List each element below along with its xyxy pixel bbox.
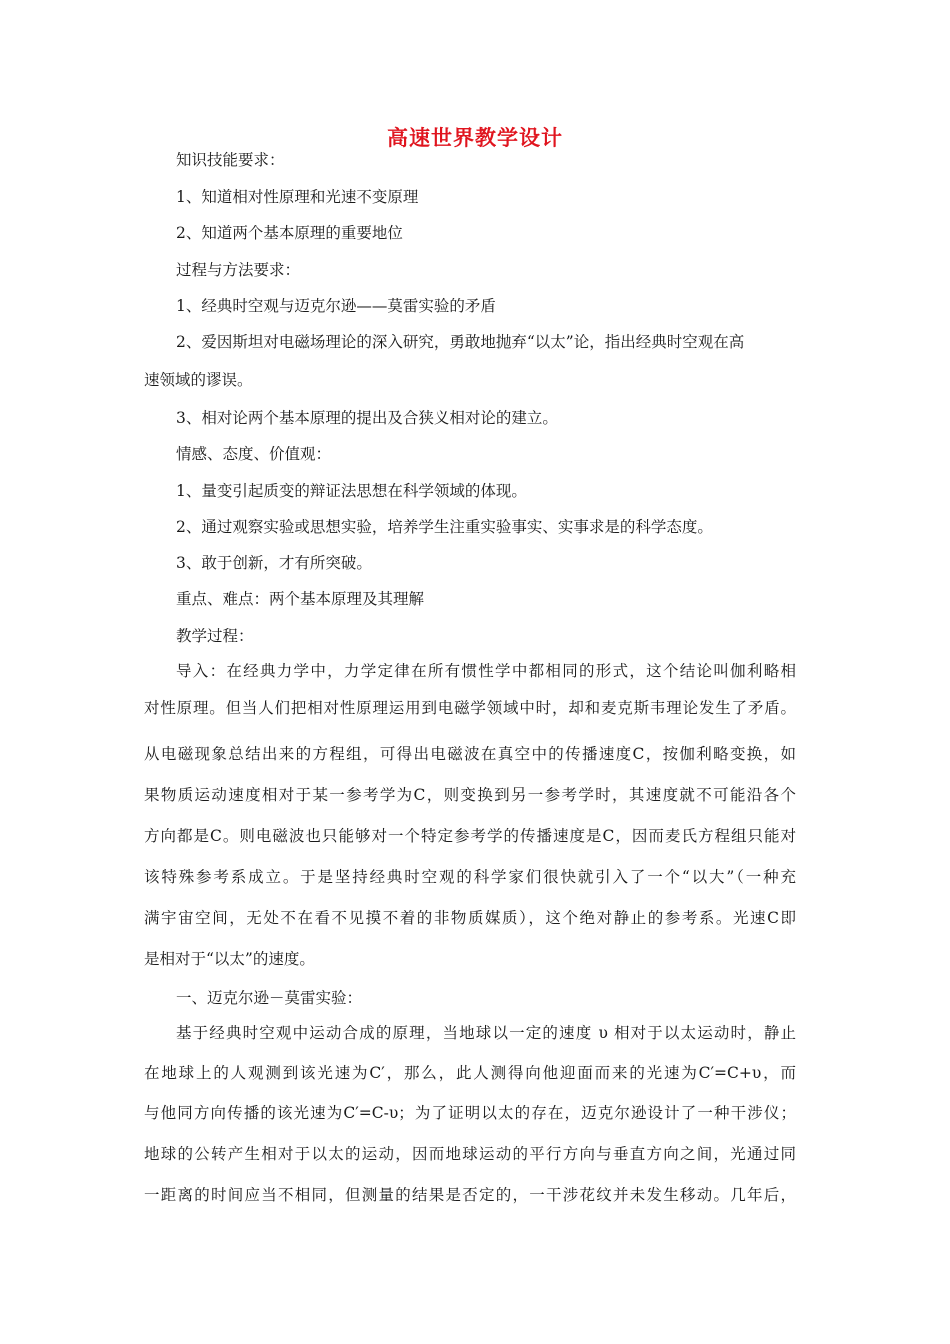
process-item-2: 2、爱因斯坦对电磁场理论的深入研究，勇敢地抛弃“以太”论，指出经典时空观在高: [176, 333, 745, 351]
values-item-1: 1、量变引起质变的辩证法思想在科学领域的体现。: [176, 482, 527, 500]
key-points: 重点、难点：两个基本原理及其理解: [176, 590, 425, 608]
intro-paragraph-line: 是相对于“以太”的速度。: [144, 950, 315, 968]
intro-paragraph-line: 对性原理。但当人们把相对性原理运用到电磁学领域中时，却和麦克斯韦理论发生了矛盾。: [144, 699, 796, 717]
michelson-paragraph-line: 一距离的时间应当不相同，但测量的结果是否定的，一干涉花纹并未发生移动。几年后，: [144, 1186, 796, 1204]
intro-paragraph-line: 方向都是C。则电磁波也只能够对一个特定参考学的传播速度是C，因而麦氏方程组只能对: [144, 827, 796, 845]
michelson-paragraph-line: 地球的公转产生相对于以太的运动，因而地球运动的平行方向与垂直方向之间，光通过同: [144, 1145, 796, 1163]
process-item-2-cont: 速领域的谬误。: [144, 371, 253, 389]
section-heading-knowledge: 知识技能要求：: [176, 151, 285, 169]
document-title: 高速世界教学设计: [387, 125, 563, 150]
values-item-2: 2、通过观察实验或思想实验，培养学生注重实验事实、实事求是的科学态度。: [176, 518, 713, 536]
michelson-paragraph-line: 在地球上的人观测到该光速为C′，那么，此人测得向他迎面而来的光速为C′=C+υ，而: [144, 1064, 796, 1082]
intro-paragraph-line: 导入：在经典力学中，力学定律在所有惯性学中都相同的形式，这个结论叫伽利略相: [176, 662, 796, 680]
michelson-paragraph-line: 基于经典时空观中运动合成的原理，当地球以一定的速度 υ 相对于以太运动时，静止: [176, 1024, 796, 1042]
section-heading-teaching-process: 教学过程：: [176, 627, 254, 645]
michelson-paragraph-line: 与他同方向传播的该光速为C′=C-υ；为了证明以太的存在，迈克尔逊设计了一种干涉仪；: [144, 1104, 796, 1122]
section-heading-process: 过程与方法要求：: [176, 261, 301, 279]
intro-paragraph-line: 满宇宙空间，无处不在看不见摸不着的非物质媒质），这个绝对静止的参考系。光速C即: [144, 909, 796, 927]
knowledge-item-1: 1、知道相对性原理和光速不变原理: [176, 188, 419, 206]
knowledge-item-2: 2、知道两个基本原理的重要地位: [176, 224, 403, 242]
intro-paragraph-line: 该特殊参考系成立。于是坚持经典时空观的科学家们很快就引入了一个“以大”（一种充: [144, 868, 796, 886]
section-heading-michelson: 一、迈克尔逊－莫雷实验：: [176, 989, 363, 1007]
section-heading-values: 情感、态度、价值观：: [176, 445, 332, 463]
intro-paragraph-line: 果物质运动速度相对于某一参考学为C，则变换到另一参考学时，其速度就不可能沿各个: [144, 786, 796, 804]
process-item-1: 1、经典时空观与迈克尔逊——莫雷实验的矛盾: [176, 297, 496, 315]
values-item-3: 3、敢于创新，才有所突破。: [176, 554, 372, 572]
intro-paragraph-line: 从电磁现象总结出来的方程组，可得出电磁波在真空中的传播速度C，按伽利略变换，如: [144, 745, 796, 763]
process-item-3: 3、相对论两个基本原理的提出及合狭义相对论的建立。: [176, 409, 558, 427]
